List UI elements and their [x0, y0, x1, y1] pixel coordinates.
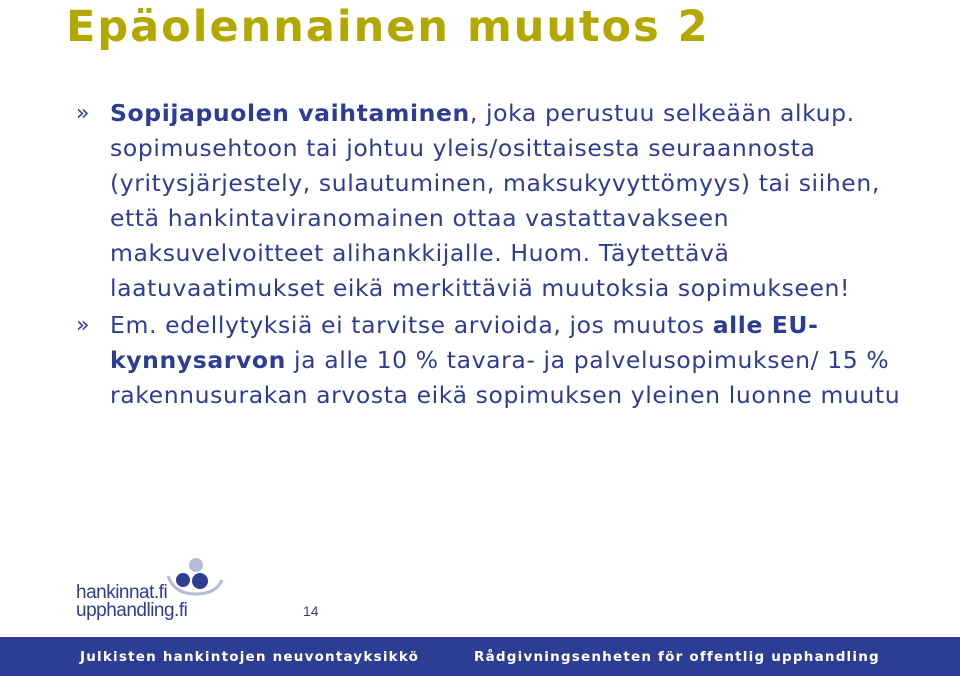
logo-text-sv: upphandling.fi	[76, 600, 188, 621]
bullet-text: , joka perustuu selkeään alkup. sopimusehtoon tai johtuu yleis/osittaisesta seuraannosta (yritysjärjestely, sulautuminen, maksukyvyttömyys) tai siihen, että hankintaviranomainen ottaa vastattavakseen maksuvelvoitteet alihankkijalle. Huom. Täytettävä laatuvaatimukset eikä merkittäviä muutoksia sopimukseen!	[110, 99, 880, 302]
bullet-lead: Sopijapuolen vaihtaminen	[110, 99, 470, 127]
page-number: 14	[303, 603, 319, 619]
hankinnat-logo	[76, 556, 236, 622]
logo-dots-icon	[166, 556, 226, 596]
slide-content	[76, 96, 916, 413]
bullet-text: ja alle 10 % tavara- ja palvelusopimuksen/ 15 % rakennusurakan arvosta eikä sopimuksen yleinen luonne muutu	[110, 346, 901, 409]
footer-bar	[0, 637, 960, 676]
logo-text-fi: hankinnat.fi	[76, 582, 168, 603]
bullet-item	[76, 96, 916, 306]
footer-right-text: Rådgivningsenheten för offentlig upphandling	[474, 649, 880, 665]
bullet-text: Em. edellytyksiä ei tarvitse arvioida, jos muutos	[110, 311, 713, 339]
bullet-item	[76, 308, 916, 413]
bullet-marker: »	[76, 313, 91, 338]
footer-left-text: Julkisten hankintojen neuvontayksikkö	[80, 649, 420, 665]
bullet-emphasis: alle EU-kynnysarvon	[110, 311, 819, 374]
bullet-marker: »	[76, 101, 91, 126]
slide-title: Epäolennainen muutos 2	[66, 2, 710, 52]
